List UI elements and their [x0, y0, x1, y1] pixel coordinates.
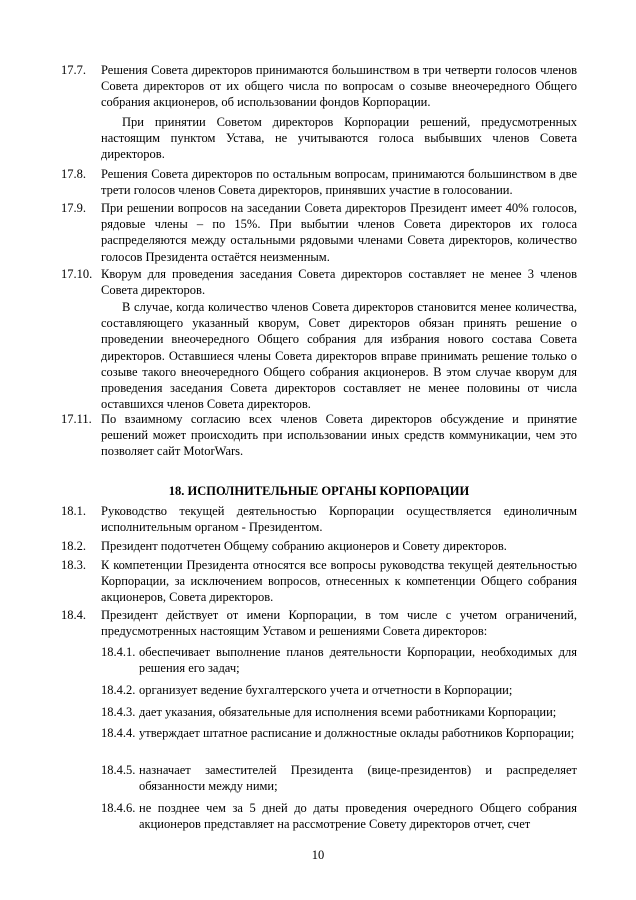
subclause-number: 18.4.5.: [101, 763, 136, 777]
clause-18-1: [61, 503, 577, 535]
clause-text: При решении вопросов на заседании Совета директоров Президент имеет 40% голосов, рядовые члены – по 15%. При выбытии членов Совета директоров их голоса распределяются между остальными рядовыми членами Совета директоров, количество голосов Президента остаётся неизменным.: [101, 201, 577, 264]
clause-text: К компетенции Президента относятся все вопросы руководства текущей деятельностью Корпорации, за исключением вопросов, отнесенных к компетенции Общего собрания акционеров, Совета директоров.: [101, 558, 577, 605]
clause-17-11: [61, 411, 577, 460]
subclause-number: 18.4.4.: [101, 726, 136, 740]
clause-text: Президент подотчетен Общему собранию акционеров и Совету директоров.: [101, 539, 507, 553]
clause-text: По взаимному согласию всех членов Совета директоров обсуждение и принятие решений может происходить при использовании иных средств коммуникации, чем это позволяет сайт MotorWars.: [101, 412, 577, 459]
clause-17-9: [61, 200, 577, 265]
subclause-18-4-3: [101, 704, 577, 720]
clause-18-2: [61, 538, 577, 554]
clause-text: Решения Совета директоров по остальным вопросам, принимаются большинством в две трети голосов членов Совета директоров, принявших участие в голосовании.: [101, 167, 577, 198]
subclause-text: дает указания, обязательные для исполнения всеми работниками Корпорации;: [139, 705, 557, 719]
subclause-18-4-5: [101, 762, 577, 794]
clause-text: Решения Совета директоров принимаются большинством в три четверти голосов членов Совета директоров от их общего числа по вопросам о созыве внеочередного Общего собрания акционеров, об использовании фондов Корпорации.: [101, 63, 577, 110]
clause-number: 17.9.: [61, 201, 86, 215]
subclause-text: организует ведение бухгалтерского учета и отчетности в Корпорации;: [139, 683, 513, 697]
clause-text: Руководство текущей деятельностью Корпорации осуществляется единоличным исполнительным органом - Президентом.: [101, 504, 577, 535]
clause-number: 18.1.: [61, 504, 86, 518]
clause-17-10: [61, 266, 577, 298]
clause-number: 18.3.: [61, 558, 86, 572]
clause-number: 17.7.: [61, 63, 86, 77]
subclause-text: обеспечивает выполнение планов деятельности Корпорации, необходимых для решения его задач;: [139, 645, 577, 676]
paragraph-17-7-note: При принятии Советом директоров Корпорации решений, предусмотренных настоящим пунктом Устава, не учитываются голоса выбывших членов Совета директоров.: [101, 115, 577, 162]
clause-number: 17.8.: [61, 167, 86, 181]
clause-18-3: [61, 557, 577, 606]
clause-number: 18.2.: [61, 539, 86, 553]
subclause-18-4-2: [101, 682, 577, 698]
subclause-number: 18.4.3.: [101, 705, 136, 719]
clause-text: Кворум для проведения заседания Совета директоров составляет не менее 3 членов Совета директоров.: [101, 267, 577, 298]
section-heading: 18. ИСПОЛНИТЕЛЬНЫЕ ОРГАНЫ КОРПОРАЦИИ: [168, 484, 470, 498]
subclause-18-4-4: [101, 725, 577, 741]
clause-18-4: [61, 607, 577, 639]
clause-17-7: [61, 62, 577, 111]
subclause-text: назначает заместителей Президента (вице-президентов) и распределяет обязанности между ними;: [139, 763, 577, 794]
subclause-18-4-1: [101, 644, 577, 676]
clause-17-8: [61, 166, 577, 198]
subclause-number: 18.4.1.: [101, 645, 136, 659]
clause-number: 17.10.: [61, 267, 93, 281]
clause-number: 18.4.: [61, 608, 86, 622]
clause-number: 17.11.: [61, 412, 92, 426]
page-number: 10: [311, 848, 325, 862]
subclause-text: утверждает штатное расписание и должностные оклады работников Корпорации;: [139, 726, 575, 740]
subclause-number: 18.4.6.: [101, 801, 136, 815]
subclause-18-4-6: [101, 800, 577, 832]
clause-text: Президент действует от имени Корпорации, в том числе с учетом ограничений, предусмотренных настоящим Уставом и решениями Совета директоров:: [101, 608, 577, 639]
subclause-text: не позднее чем за 5 дней до даты проведения очередного Общего собрания акционеров представляет на рассмотрение Совету директоров отчет, счет: [139, 801, 577, 832]
subclause-number: 18.4.2.: [101, 683, 136, 697]
paragraph-17-10-note: В случае, когда количество членов Совета директоров становится менее количества, составляющего указанный кворум, Совет директоров обязан принять решение о проведении внеочередного Общего собрания для избрания нового состава Совета директоров. Оставшиеся члены Совета директоров вправе принимать решение только о созыве такого внеочередного Общего собрания акционеров. В этом случае кворум для проведения заседания Совета директоров составляет не менее половины от числа оставшихся членов Совета директоров.: [101, 300, 577, 412]
